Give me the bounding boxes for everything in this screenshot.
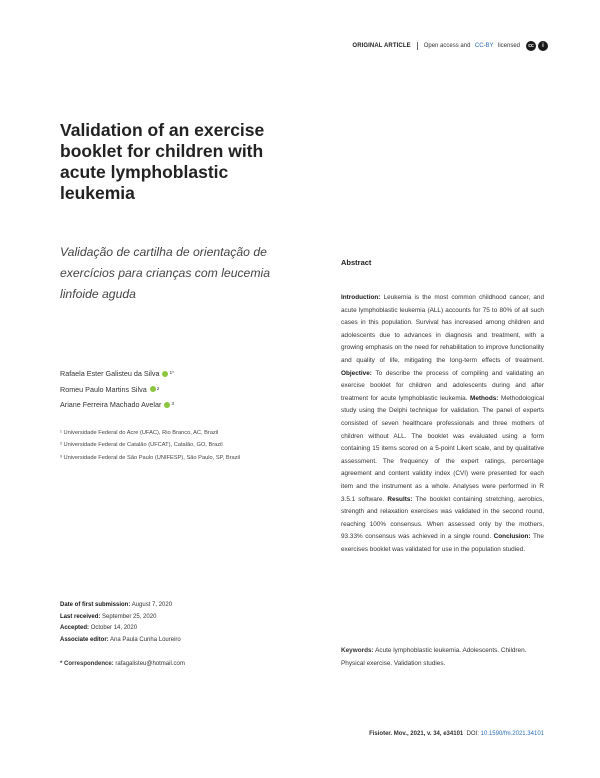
correspondence	[60, 661, 185, 667]
article-dates	[60, 600, 181, 646]
article-title-portuguese: Validação de cartilha de orientação de exercícios para crianças com leucemia linfoide aguda	[60, 245, 270, 301]
attribution-icon: i	[538, 41, 548, 51]
accepted-date: Accepted: October 14, 2020	[60, 625, 138, 632]
license-text: licensed	[497, 43, 520, 49]
author-affiliation-mark: 3	[171, 402, 175, 408]
keywords: Keywords: Acute lymphoblastic leukemia. Adolescents. Children. Physical exercise. Validation studies.	[341, 647, 527, 667]
author-affiliation-mark: 1*	[169, 371, 175, 376]
author-item	[60, 366, 174, 382]
author-item	[60, 397, 174, 413]
author-name[interactable]: Rafaela Ester Galisteu da Silva	[60, 369, 160, 378]
author-name[interactable]: Ariane Ferreira Machado Avelar	[60, 400, 162, 410]
doi-label: DOI:	[466, 731, 479, 737]
page-footer	[369, 731, 544, 737]
affiliation-item: ³ Universidade Federal de São Paulo (UNIFESP), São Paulo, SP, Brazil	[60, 454, 241, 461]
correspondence-label: * Correspondence:	[60, 661, 114, 667]
abstract-body: Introduction: Leukemia is the most common childhood cancer, and acute lymphoblastic leukemia (ALL) accounts for 75 to 80% of all such cases in this population. Survival has increased among children and adolescents due to advances in diagnosis and treatment, with a growing emphasis on the need for rehabilitation to improve functionality and quality of life, mitigating the long-term effects of treatment. Objective: To describe the process of compiling and validating an exercise booklet for children and adolescents during and after treatment for acute lymphoblastic leukemia. Methods: Methodological study using the Delphi technique for validation. The panel of experts consisted of seven healthcare professionals and three mothers of children without ALL. The booklet was evaluated using a form containing 15 items scored on a 5-point Likert scale, and by qualitative assessment. The frequency of the expert ratings, percentage agreement and content validity index (CVI) were presented for each item and the instrument as a whole. Analyses were performed in R 3.5.1 software. Results: The booklet containing stretching, aerobics, strength and relaxation exercises was validated in the second round, reaching 100% consensus. When assessed only by the mothers, 93.33% consensus was achieved in a single round. Conclusion: The exercises booklet was validated for use in the population studied.	[341, 294, 544, 553]
author-affiliation-mark: 2	[156, 386, 160, 392]
orcid-icon[interactable]	[164, 402, 170, 408]
orcid-icon[interactable]	[162, 371, 168, 377]
journal-citation: Fisioter. Mov., 2021, v. 34, e34101	[369, 731, 464, 737]
abstract-heading: Abstract	[341, 258, 372, 267]
creative-commons-icon: cc	[526, 41, 536, 51]
correspondence-email[interactable]: rafagalisteu@hotmail.com	[115, 661, 185, 667]
article-header	[352, 40, 548, 52]
open-access-text: Open access and	[423, 43, 471, 49]
author-name[interactable]: Romeu Paulo Martins Silva	[60, 384, 147, 394]
affiliation-item: ¹ Universidade Federal do Acre (UFAC), Rio Branco, AC, Brazil	[60, 430, 219, 436]
associate-editor: Associate editor: Ana Paula Cunha Loureiro	[60, 636, 181, 643]
orcid-icon[interactable]	[150, 386, 156, 392]
submission-date: Date of first submission: August 7, 2020	[60, 602, 173, 608]
license-link[interactable]: CC-BY	[474, 43, 494, 49]
affiliation-item: ² Universidade Federal de Catalão (UFCAT), Catalão, GO, Brazil	[60, 442, 223, 449]
article-type-label: ORIGINAL ARTICLE	[352, 43, 411, 49]
doi-link[interactable]: 10.1590/fm.2021.34101	[480, 731, 544, 737]
author-list	[60, 366, 174, 413]
header-divider	[417, 42, 418, 50]
author-item	[60, 382, 174, 398]
received-date: Last received: September 25, 2020	[60, 613, 157, 620]
article-title: Validation of an exercise booklet for children with acute lymphoblastic leukemia	[60, 120, 265, 203]
affiliation-list	[60, 427, 240, 464]
